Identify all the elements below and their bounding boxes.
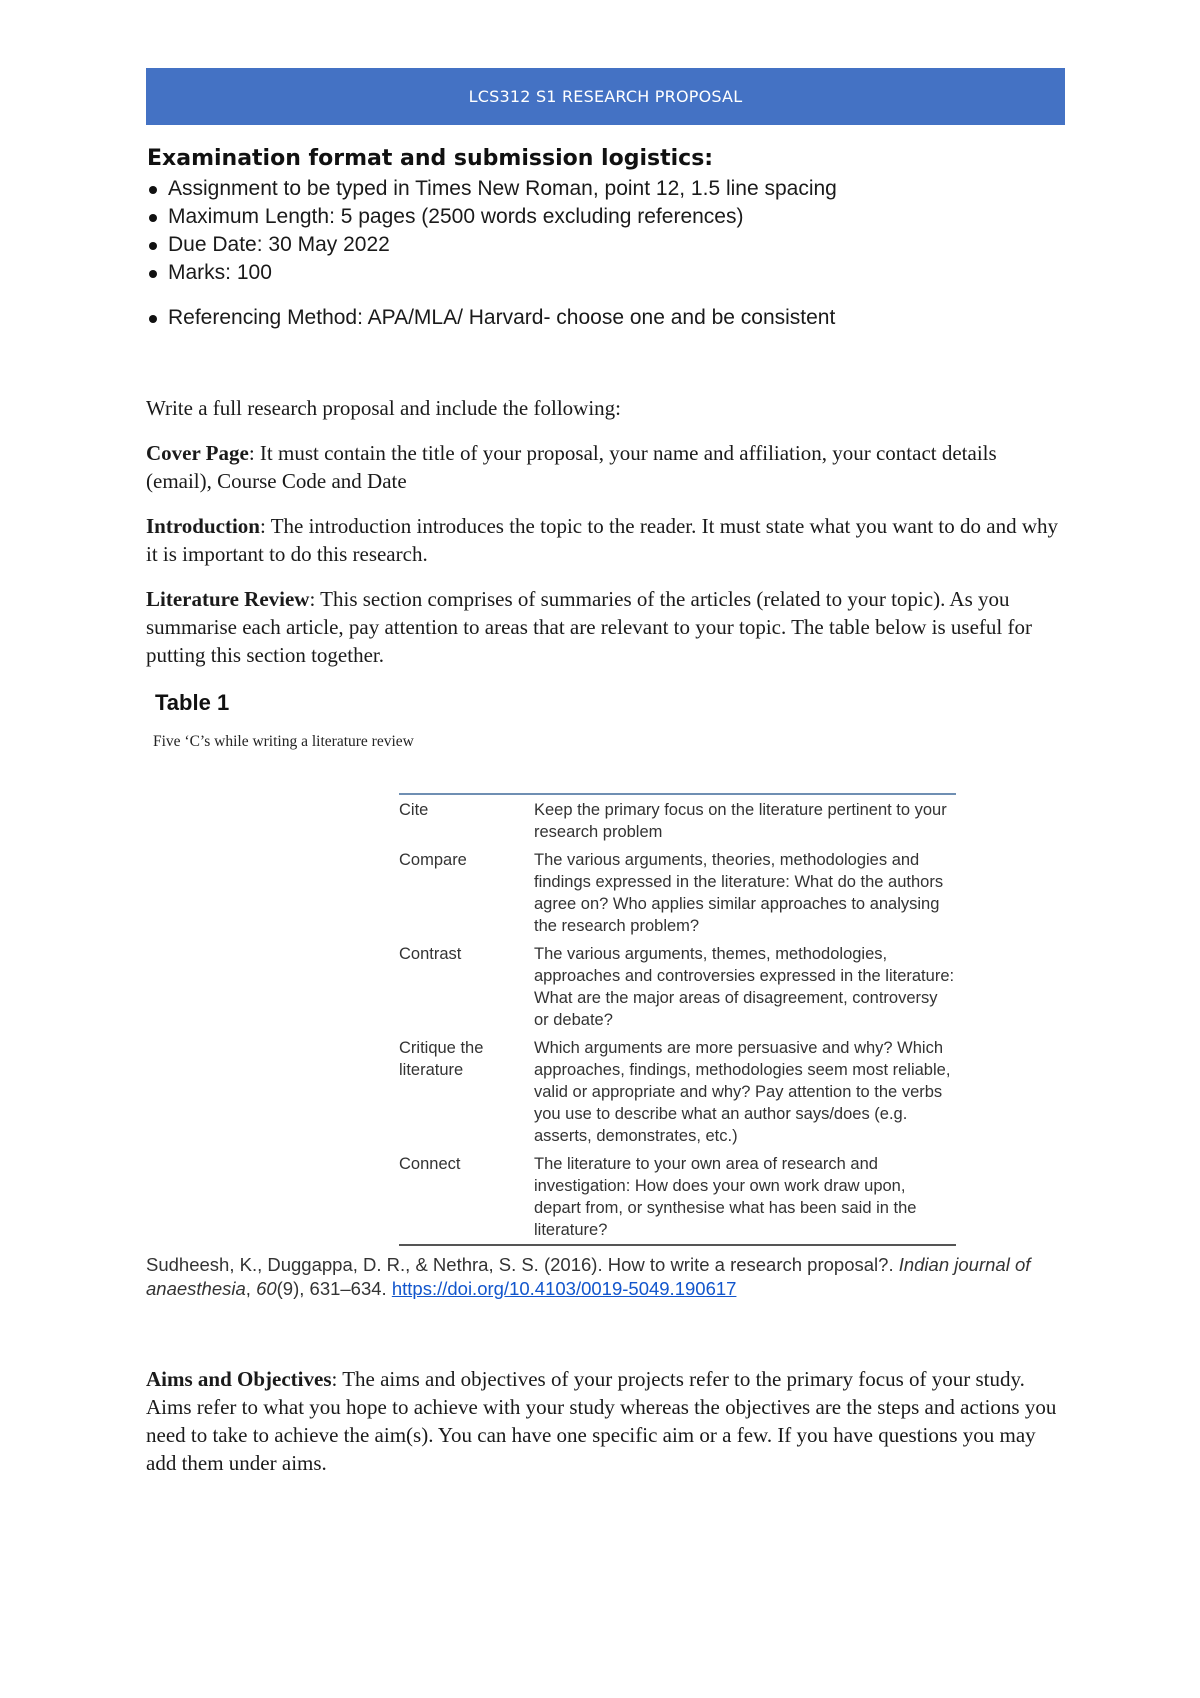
reference-authors: Sudheesh, K., Duggappa, D. R., & Nethra, S. S. (2016). How to write a research proposal?.	[146, 1254, 899, 1275]
list-item: Assignment to be typed in Times New Roman, point 12, 1.5 line spacing	[146, 175, 1066, 203]
table-term: Critique the literature	[399, 1039, 484, 1079]
reference-pages: (9), 631–634.	[276, 1278, 392, 1299]
table-description: Keep the primary focus on the literature pertinent to your research problem	[534, 801, 947, 841]
five-cs-table	[399, 793, 956, 1246]
list-item: Referencing Method: APA/MLA/ Harvard- choose one and be consistent	[146, 304, 1066, 332]
table-description: The various arguments, themes, methodologies, approaches and controversies expressed in the literature: What are the major areas of disagreement, controversy or debate?	[534, 945, 955, 1029]
table-term: Connect	[399, 1155, 461, 1173]
table-description: Which arguments are more persuasive and why? Which approaches, findings, methodologies seem most reliable, valid or appropriate and why? Pay attention to the verbs you use to describe what an author says/does (e.g. asserts, demonstrates, etc.)	[534, 1039, 951, 1145]
table-caption: Five ‘C’s while writing a literature review	[153, 733, 414, 750]
table-row	[399, 846, 956, 940]
header-title: LCS312 S1 RESEARCH PROPOSAL	[468, 87, 743, 106]
list-item: Marks: 100	[146, 259, 1066, 287]
exam-heading: Examination format and submission logistics:	[147, 146, 714, 171]
aims-objectives-paragraph	[146, 1365, 1066, 1477]
intro-line: Write a full research proposal and include the following:	[146, 396, 621, 420]
table-description: The literature to your own area of research and investigation: How does your own work draw upon, depart from, or synthesise what has been said in the literature?	[534, 1155, 917, 1239]
table-row	[399, 1034, 956, 1150]
reference-separator: ,	[245, 1278, 257, 1299]
reference-citation	[146, 1253, 1066, 1301]
table-row	[399, 1150, 956, 1244]
table-title: Table 1	[155, 690, 230, 715]
cover-page-label: Cover Page	[146, 441, 249, 465]
doi-link[interactable]: https://doi.org/10.4103/0019-5049.190617	[391, 1278, 737, 1299]
cover-page-paragraph	[146, 439, 1066, 495]
table-row	[399, 940, 956, 1034]
table-row	[399, 795, 956, 846]
introduction-text: : The introduction introduces the topic to the reader. It must state what you want to do and why it is important to do this research.	[146, 514, 1059, 566]
introduction-paragraph	[146, 512, 1066, 568]
table-term: Contrast	[399, 945, 462, 963]
literature-review-text: : This section comprises of summaries of the articles (related to your topic). As you summarise each article, pay attention to areas that are relevant to your topic. The table below is useful for putting this section together.	[146, 587, 1032, 667]
literature-review-label: Literature Review	[146, 587, 310, 611]
table-description: The various arguments, theories, methodologies and findings expressed in the literature: What do the authors agree on? Who applies similar approaches to analysing the research problem?	[534, 851, 944, 935]
literature-review-paragraph	[146, 585, 1066, 669]
table-term: Compare	[399, 851, 467, 869]
reference-volume: 60	[256, 1278, 277, 1299]
reference-journal: Indian journal of anaesthesia	[146, 1254, 1031, 1299]
aims-objectives-label: Aims and Objectives	[146, 1367, 332, 1391]
introduction-label: Introduction	[146, 514, 260, 538]
cover-page-text: : It must contain the title of your proposal, your name and affiliation, your contact details (email), Course Code and Date	[146, 441, 997, 493]
list-item: Due Date: 30 May 2022	[146, 231, 1066, 259]
submission-list	[146, 175, 1066, 332]
list-item: Maximum Length: 5 pages (2500 words excluding references)	[146, 203, 1066, 231]
aims-objectives-text: : The aims and objectives of your projects refer to the primary focus of your study. Aims refer to what you hope to achieve with your study whereas the objectives are the steps and actions you need to take to achieve the aim(s). You can have one specific aim or a few. If you have questions you may add them under aims.	[146, 1367, 1057, 1475]
table-term: Cite	[399, 801, 429, 819]
header-bar	[146, 68, 1065, 125]
